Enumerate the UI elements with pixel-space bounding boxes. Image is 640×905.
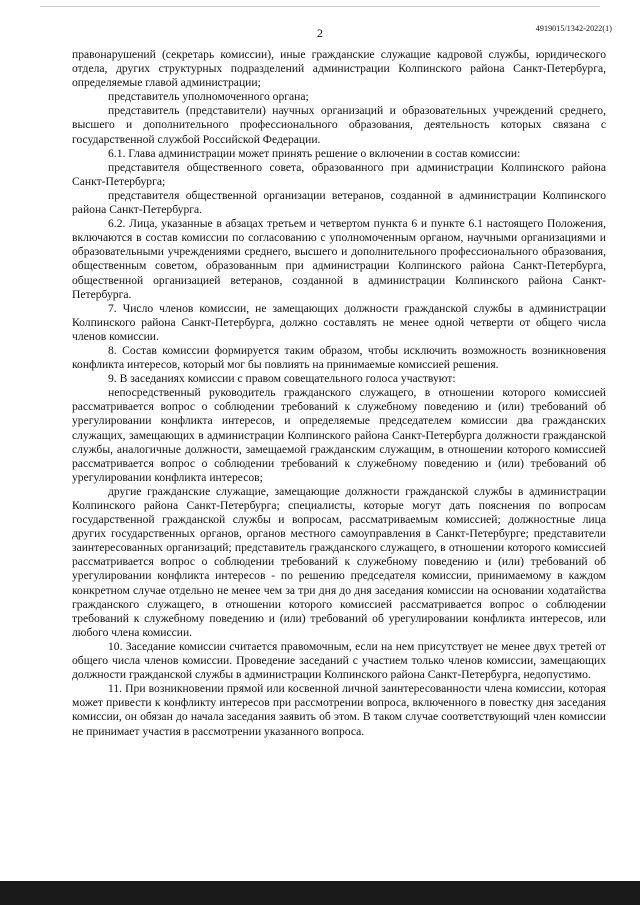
scan-edge-line xyxy=(40,6,600,7)
document-code: 4919015/1342-2022(1) xyxy=(535,24,612,33)
paragraph-6-2: 6.2. Лица, указанные в абзацах третьем и четвертом пункта 6 и пункте 6.1 настоящего Положения, включаются в состав комиссии по согласованию с уполномоченным органом, научными организациями и образовательными учреждениями среднего, высшего и дополнительного профессионального образования, общественным советом, образованным при администрации Колпинского района Санкт-Петербурга, общественной организацией ветеранов, созданной в администрации Колпинского района Санкт-Петербурга. xyxy=(72,217,606,301)
paragraph-9: 9. В заседаниях комиссии с правом совещательного голоса участвуют: xyxy=(108,372,456,386)
paragraph-11: 11. При возникновении прямой или косвенной личной заинтересованности члена комиссии, которая может привести к конфликту интересов при рассмотрении вопроса, включенного в повестку дня заседания комиссии, он обязан до начала заседания заявить об этом. В таком случае соответствующий член комиссии не принимает участия в рассмотрении указанного вопроса. xyxy=(72,682,606,738)
paragraph: представитель (представители) научных организаций и образовательных учреждений среднего, высшего и дополнительного профессионального образования, деятельность которых связана с государственной службой Российской Федерации. xyxy=(72,104,606,146)
paragraph: представитель уполномоченного органа; xyxy=(108,90,309,104)
paragraph: представителя общественной организации ветеранов, созданной в администрации Колпинского района Санкт-Петербурга. xyxy=(72,188,606,217)
scan-bottom-bar xyxy=(0,881,640,905)
paragraph-10: 10. Заседание комиссии считается правомочным, если на нем присутствует не менее двух третей от общего числа членов комиссии. Проведение заседаний с участием только членов комиссии, замещающих должности гражданской службы в администрации Колпинского района Санкт-Петербурга, недопустимо. xyxy=(72,639,606,682)
paragraph: представителя общественного совета, образованного при администрации Колпинского района Санкт-Петербурга; xyxy=(72,160,606,188)
paragraph: непосредственный руководитель гражданского служащего, в отношении которого комиссией рассматривается вопрос о соблюдении требований к служебному поведению и (или) требований об урегулировании конфликта интересов, и определяемые председателем комиссии два гражданских служащих, замещающих в администрации Колпинского района Санкт-Петербурга должности гражданской службы, аналогичные должности, замещаемой гражданским служащим, в отношении которого комиссией рассматривается вопрос о соблюдении требований к служебному поведению и (или) требований об урегулировании конфликта интересов; xyxy=(72,386,606,484)
paragraph-8: 8. Состав комиссии формируется таким образом, чтобы исключить возможность возникновения конфликта интересов, который мог бы повлиять на принимаемые комиссией решения. xyxy=(72,343,606,372)
document-body xyxy=(72,48,606,739)
paragraph-6-1: 6.1. Глава администрации может принять решение о включении в состав комиссии: xyxy=(108,146,521,160)
page-number: 2 xyxy=(317,26,323,40)
paragraph: другие гражданские служащие, замещающие должности гражданской службы в администрации Колпинского района Санкт-Петербурга; специалисты, которые могут дать пояснения по вопросам государственной гражданской службы и вопросам, рассматриваемым комиссией; должностные лица других государственных органов, органов местного самоуправления в Санкт-Петербурге; представители заинтересованных организаций; представитель гражданского служащего, в отношении которого комиссией рассматривается вопрос о соблюдении требований к служебному поведению и (или) требований об урегулировании конфликта интересов - по решению председателя комиссии, принимаемому в каждом конкретном случае отдельно не менее чем за три дня до дня заседания комиссии на основании ходатайства гражданского служащего, в отношении которого комиссией рассматривается вопрос о соблюдении требований к служебному поведению и (или) требований об урегулировании конфликта интересов, или любого члена комиссии. xyxy=(72,484,606,639)
paragraph-7: 7. Число членов комиссии, не замещающих должности гражданской службы в администрации Колпинского района Санкт-Петербурга, должно составлять не менее одной четверти от общего числа членов комиссии. xyxy=(72,301,606,343)
paragraph-continuation: правонарушений (секретарь комиссии), иные гражданские служащие кадровой службы, юридического отдела, других структурных подразделений администрации Колпинского района Санкт-Петербурга, определяемые главой администрации; xyxy=(72,48,606,90)
